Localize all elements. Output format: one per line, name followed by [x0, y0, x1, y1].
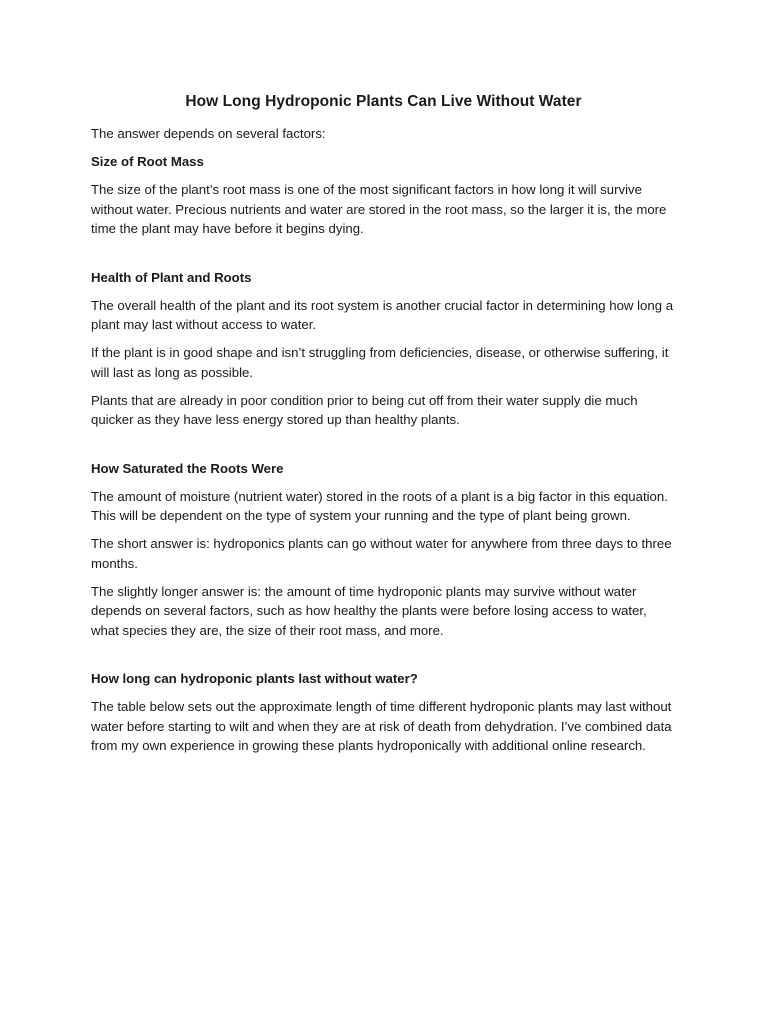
paragraph: The short answer is: hydroponics plants can go without water for anywhere from three days to three months.	[91, 536, 672, 571]
paragraph: The size of the plant’s root mass is one of the most significant factors in how long it will survive without water. Precious nutrients and water are stored in the root mass, so the larger it is, the more time the plant may have before it begins dying.	[91, 182, 667, 236]
section-heading-root-saturation: How Saturated the Roots Were	[91, 460, 284, 476]
paragraph: If the plant is in good shape and isn’t struggling from deficiencies, disease, or otherwise suffering, it will last as long as possible.	[91, 345, 669, 380]
paragraph: Plants that are already in poor condition prior to being cut off from their water supply die much quicker as they have less energy stored up than healthy plants.	[91, 392, 638, 427]
section-heading-root-mass: Size of Root Mass	[91, 154, 204, 169]
section-heading-plant-health: Health of Plant and Roots	[91, 269, 252, 285]
paragraph: The table below sets out the approximate length of time different hydroponic plants may last without water before starting to wilt and when they are at risk of death from dehydration. I’ve combined data from my own experience in growing these plants hydroponically with additional online research.	[91, 699, 672, 753]
paragraph: The overall health of the plant and its root system is another crucial factor in determining how long a plant may last without access to water.	[91, 297, 674, 332]
section-heading-how-long: How long can hydroponic plants last without water?	[91, 671, 418, 686]
paragraph: The amount of moisture (nutrient water) stored in the roots of a plant is a big factor in this equation. This will be dependent on the type of system your running and the type of plant being grown.	[91, 488, 668, 523]
paragraph: The slightly longer answer is: the amount of time hydroponic plants may survive without water depends on several factors, such as how healthy the plants were before losing access to water, what species they are, the size of their root mass, and more.	[91, 583, 647, 638]
intro-paragraph: The answer depends on several factors:	[91, 126, 326, 141]
document-title: How Long Hydroponic Plants Can Live Without Water	[185, 93, 582, 110]
